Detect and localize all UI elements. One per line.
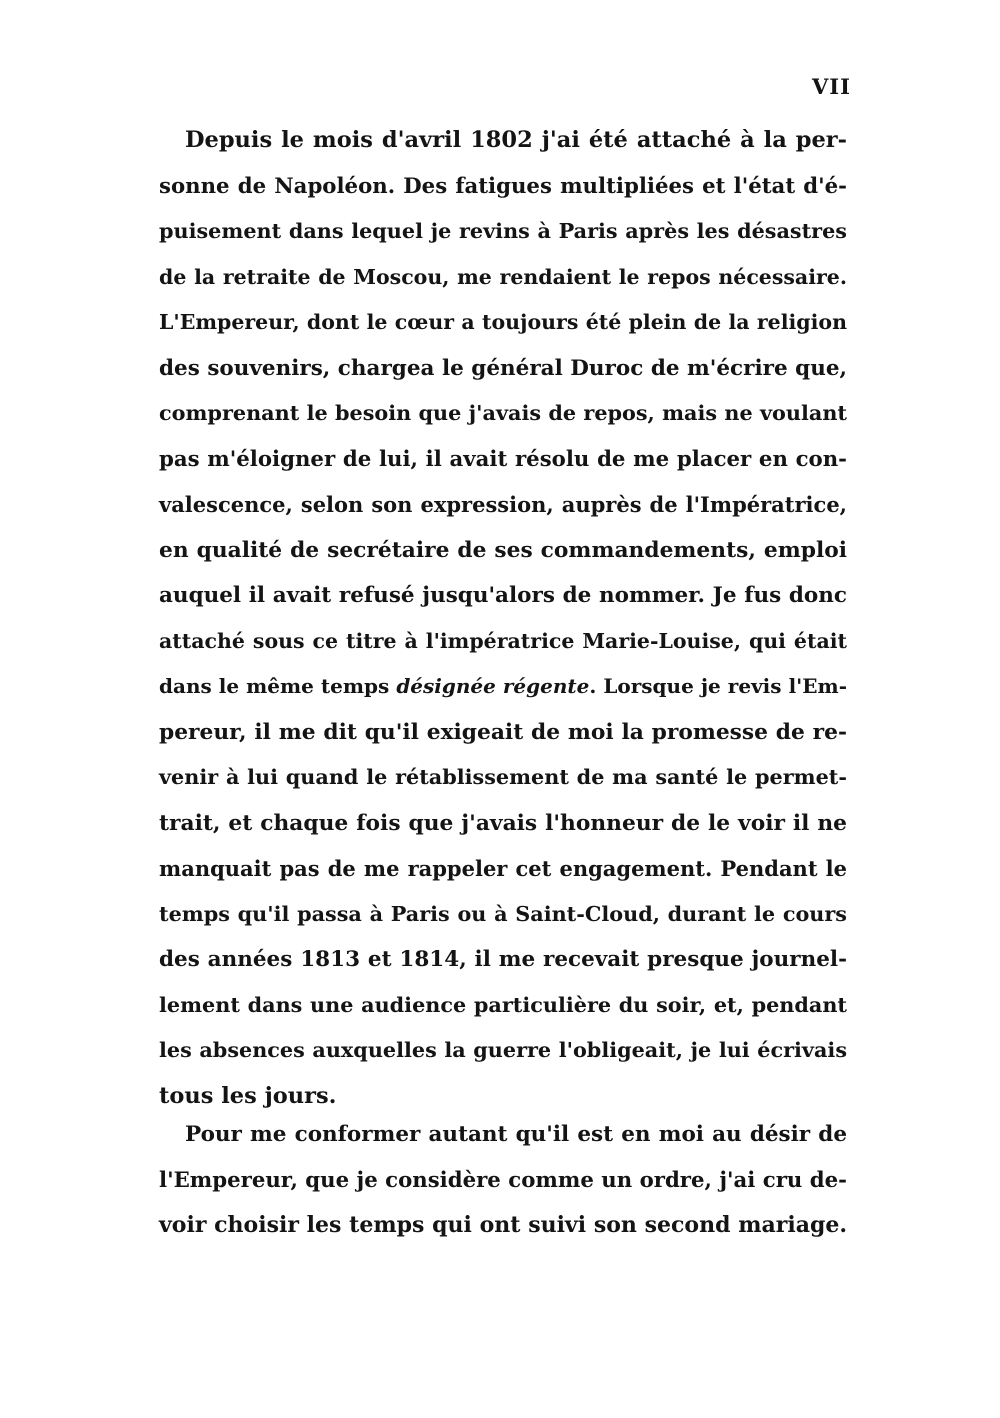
text-line: auquel il avait refusé jusqu'alors de nommer. Je fus donc	[159, 583, 847, 608]
text-line: valescence, selon son expression, auprès de l'Impératrice,	[159, 492, 847, 517]
text-line: l'Empereur, que je considère comme un ordre, j'ai cru de-	[159, 1167, 847, 1193]
text-line: comprenant le besoin que j'avais de repos, mais ne voulant	[159, 401, 847, 425]
text-line: les absences auxquelles la guerre l'obligeait, je lui écrivais	[159, 1038, 847, 1062]
text-line: pereur, il me dit qu'il exigeait de moi la promesse de re-	[159, 719, 847, 745]
text-line: trait, et chaque fois que j'avais l'honneur de le voir il ne	[159, 810, 847, 836]
text-line: pas m'éloigner de lui, il avait résolu de me placer en con-	[159, 446, 847, 472]
text-line: des souvenirs, chargea le général Duroc de m'écrire que,	[159, 355, 847, 381]
text-line: en qualité de secrétaire de ses commandements, emploi	[159, 537, 847, 563]
text-line: des années 1813 et 1814, il me recevait presque journel-	[159, 947, 847, 972]
text-segment: dans le même temps	[159, 674, 397, 698]
text-line: Pour me conformer autant qu'il est en moi au désir de	[185, 1122, 847, 1147]
text-line: voir choisir les temps qui ont suivi son second mariage.	[159, 1212, 847, 1238]
text-line: venir à lui quand le rétablissement de ma santé le permet-	[159, 765, 847, 789]
text-line: Depuis le mois d'avril 1802 j'ai été attaché à la per-	[185, 127, 847, 153]
text-line: temps qu'il passa à Paris ou à Saint-Cloud, durant le cours	[159, 901, 847, 926]
text-line-with-emphasis	[159, 664, 847, 710]
text-line: manquait pas de me rappeler cet engagement. Pendant le	[159, 856, 847, 881]
text-line: de la retraite de Moscou, me rendaient le repos nécessaire.	[159, 264, 847, 289]
text-line: puisement dans lequel je revins à Paris après les désastres	[159, 219, 847, 243]
emphasis-text: désignée régente	[396, 674, 590, 698]
text-line: attaché sous ce titre à l'impératrice Marie-Louise, qui était	[159, 628, 847, 653]
paragraph-1	[159, 118, 847, 1119]
text-line: lement dans une audience particulière du soir, et, pendant	[159, 992, 847, 1017]
text-line: tous les jours.	[159, 1082, 337, 1109]
text-segment: . Lorsque je revis l'Em-	[589, 674, 847, 698]
text-line: sonne de Napoléon. Des fatigues multipliées et l'état d'é-	[159, 173, 847, 199]
paragraph-2	[159, 1112, 847, 1249]
page-number: VII	[812, 74, 851, 99]
text-line: L'Empereur, dont le cœur a toujours été plein de la religion	[159, 310, 847, 334]
